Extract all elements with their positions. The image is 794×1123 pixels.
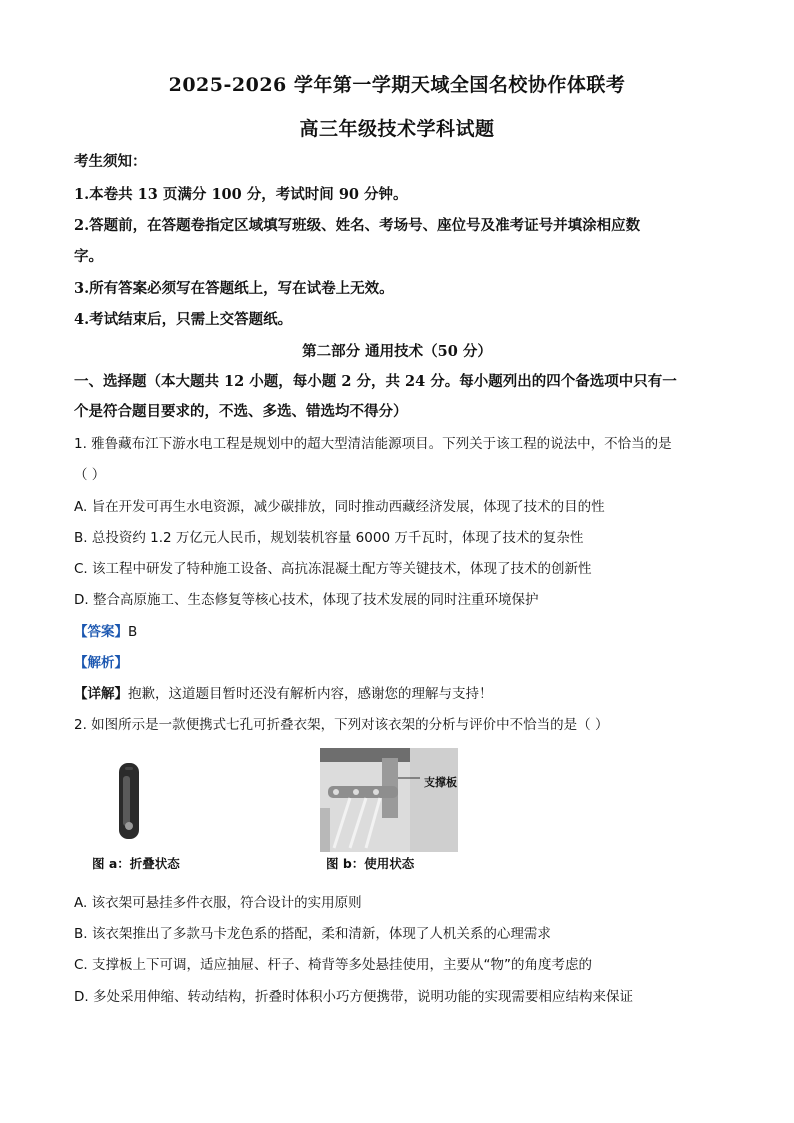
analysis-line bbox=[74, 651, 128, 671]
question-1-stem: 1. 雅鲁藏布江下游水电工程是规划中的超大型清洁能源项目。下列关于该工程的说法中，不恰当的是 bbox=[74, 436, 672, 452]
part-title: 个是符合题目要求的，不选、多选、错选均不得分） bbox=[74, 403, 408, 420]
notice-item: 4.考试结束后，只需上交答题纸。 bbox=[74, 311, 293, 328]
notice-heading: 考生须知： bbox=[74, 153, 147, 170]
notice-item: 1.本卷共 13 页满分 100 分，考试时间 90 分钟。 bbox=[74, 186, 408, 203]
question-2-stem: 2. 如图所示是一款便携式七孔可折叠衣架，下列对该衣架的分析与评价中不恰当的是（ ） bbox=[74, 717, 609, 733]
answer-line bbox=[74, 620, 137, 640]
question-2-option-b: B. 该衣架推出了多款马卡龙色系的搭配，柔和清新，体现了人机关系的心理需求 bbox=[74, 926, 551, 942]
folded-hanger-image bbox=[118, 762, 140, 840]
question-1-option-c: C. 该工程中研发了特种施工设备、高抗冻混凝土配方等关键技术，体现了技术的创新性 bbox=[74, 561, 592, 577]
detail-text: 抱歉，这道题目暂时还没有解析内容，感谢您的理解与支持！ bbox=[128, 686, 493, 702]
figure-a-caption: 图 a：折叠状态 bbox=[92, 856, 180, 871]
part-title: 一、选择题（本大题共 12 小题，每小题 2 分，共 24 分。每小题列出的四个备选项中只有一 bbox=[74, 373, 677, 390]
notice-item: 2.答题前，在答题卷指定区域填写班级、姓名、考场号、座位号及准考证号并填涂相应数 bbox=[74, 217, 641, 234]
question-2-option-a: A. 该衣架可悬挂多件衣服，符合设计的实用原则 bbox=[74, 895, 362, 911]
question-2-option-d: D. 多处采用伸缩、转动结构，折叠时体积小巧方便携带，说明功能的实现需要相应结构来保证 bbox=[74, 989, 633, 1005]
question-1-stem: （ ） bbox=[74, 467, 106, 483]
exam-subtitle: 高三年级技术学科试题 bbox=[299, 118, 495, 140]
question-1-option-b: B. 总投资约 1.2 万亿元人民币，规划装机容量 6000 万千瓦时，体现了技术的复杂性 bbox=[74, 530, 584, 546]
answer-value: B bbox=[128, 624, 138, 640]
question-2-option-c: C. 支撑板上下可调，适应抽屉、杆子、椅背等多处悬挂使用，主要从“物”的角度考虑的 bbox=[74, 957, 592, 973]
hanger-in-use-image bbox=[320, 748, 458, 852]
analysis-tag: 【解析】 bbox=[74, 655, 128, 671]
figure-b-caption: 图 b：使用状态 bbox=[326, 856, 415, 871]
section-heading: 第二部分 通用技术（50 分） bbox=[302, 343, 492, 360]
answer-tag: 【答案】 bbox=[74, 624, 128, 640]
detail-line bbox=[74, 682, 493, 702]
exam-title: 2025-2026 学年第一学期天域全国名校协作体联考 bbox=[168, 74, 626, 96]
support-plate-label: 支撑板 bbox=[424, 776, 457, 789]
question-1-option-d: D. 整合高原施工、生态修复等核心技术，体现了技术发展的同时注重环境保护 bbox=[74, 592, 539, 608]
question-1-option-a: A. 旨在开发可再生水电资源，减少碳排放，同时推动西藏经济发展，体现了技术的目的性 bbox=[74, 499, 605, 515]
detail-tag: 【详解】 bbox=[74, 686, 128, 702]
notice-item: 3.所有答案必须写在答题纸上，写在试卷上无效。 bbox=[74, 280, 394, 297]
notice-item: 字。 bbox=[74, 248, 103, 265]
